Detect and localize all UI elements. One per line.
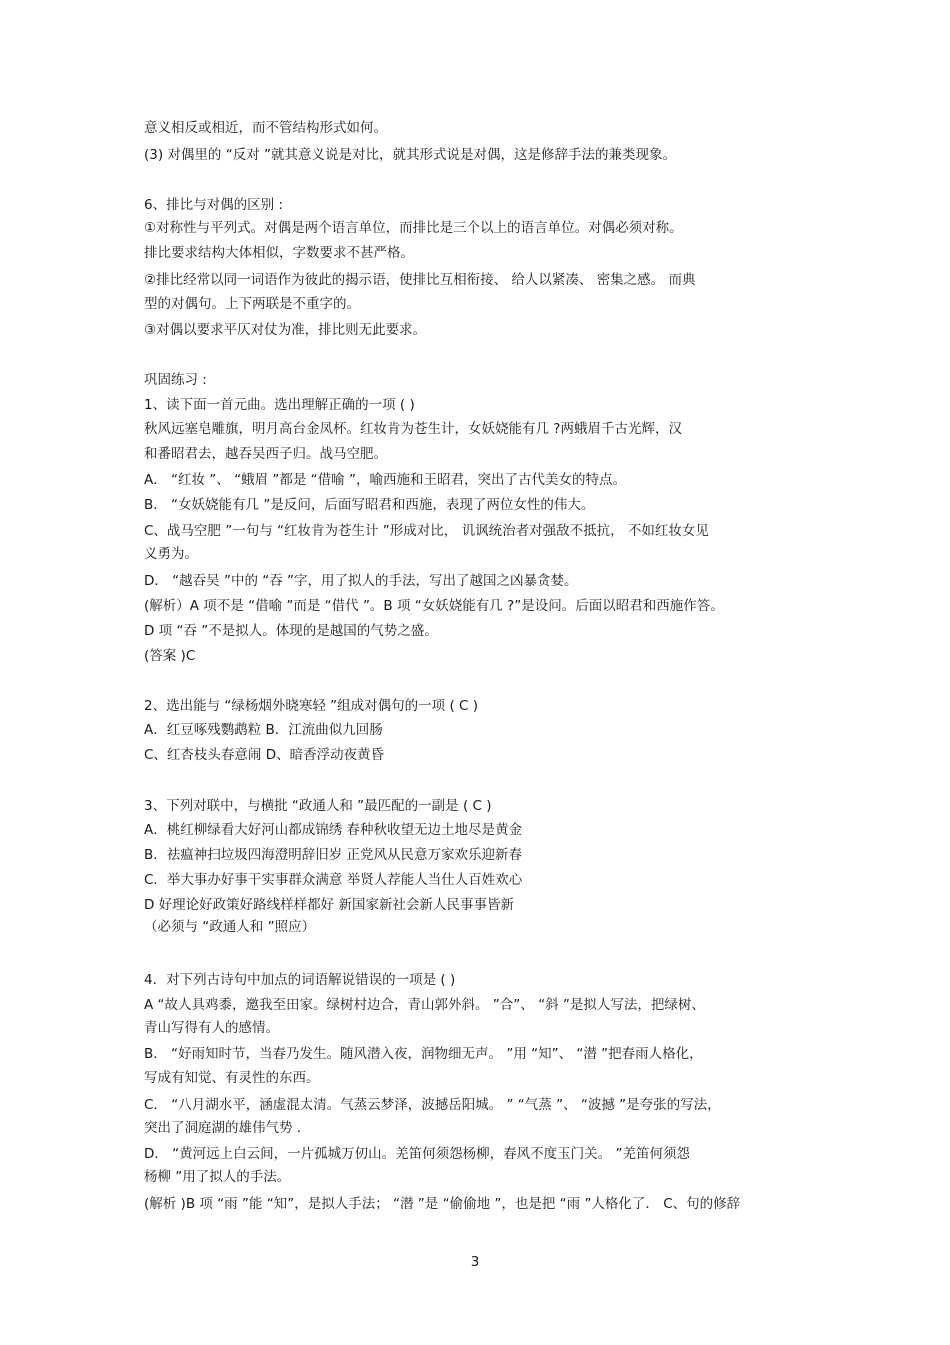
option-line: B． “女妖娆能有几 ”是反问，后面写昭君和西施，表现了两位女性的伟大。 [144, 497, 595, 513]
option-line: D 好理论好政策好路线样样都好 新国家新社会新人民事事皆新 [144, 897, 514, 913]
option-line: D． “黄河远上白云间，一片孤城万仞山。羌笛何须怨杨柳，春风不度玉门关。 ”羌笛何须怨 [144, 1146, 690, 1162]
option-line: A． “红妆 ”、 “蛾眉 ”都是 “借喻 ”，喻西施和王昭君，突出了古代美女的特点。 [144, 472, 626, 488]
text-line: 意义相反或相近，而不管结构形式如何。 [144, 120, 387, 136]
text-line: 秋风远塞皂雕旗，明月高台金凤杯。红妆肯为苍生计，女妖娆能有几 ?两蛾眉千古光辉，汉 [144, 421, 682, 437]
text-line: (3) 对偶里的 “反对 ”就其意义说是对比，就其形式说是对偶，这是修辞手法的兼类现象。 [144, 147, 676, 163]
option-line: B．祛瘟神扫垃圾四海澄明辞旧岁 正党风从民意万家欢乐迎新春 [144, 847, 523, 863]
question-title: 2、选出能与 “绿杨烟外晓寒轻 ”组成对偶句的一项 ( C ) [144, 698, 478, 714]
option-line: C． “八月湖水平，涵虚混太清。气蒸云梦泽，波撼岳阳城。 ” “气蒸 ”、 “波撼 ”是夸张的写法， [144, 1097, 721, 1113]
text-line: 杨柳 ”用了拟人的手法。 [144, 1169, 291, 1185]
option-line: C．举大事办好事干实事群众满意 举贤人荐能人当仕人百姓欢心 [144, 872, 523, 888]
analysis-line: (解析）A 项不是 “借喻 ”而是 “借代 ”。B 项 “女妖娆能有几 ?”是设问。后面以昭君和西施作答。 [144, 598, 724, 614]
text-line: ③对偶以要求平仄对仗为准，排比则无此要求。 [144, 322, 427, 338]
question-title: 3、下列对联中，与横批 “政通人和 ”最匹配的一副是 ( C ) [144, 798, 492, 814]
analysis-line: D 项 “吞 ”不是拟人。体现的是越国的气势之盛。 [144, 623, 438, 639]
text-line: 突出了洞庭湖的雄伟气势 . [144, 1120, 302, 1136]
text-line: 型的对偶句。上下两联是不重字的。 [144, 296, 360, 312]
section-heading: 巩固练习 : [144, 372, 207, 388]
option-line: C、红杏枝头春意闹 D、暗香浮动夜黄昏 [144, 747, 385, 763]
text-line: 排比要求结构大体相似，字数要求不甚严格。 [144, 245, 414, 261]
question-title: 1、读下面一首元曲。选出理解正确的一项 ( ) [144, 397, 415, 413]
text-line: ①对称性与平列式。对偶是两个语言单位，而排比是三个以上的语言单位。对偶必须对称。 [144, 220, 683, 236]
text-line: ②排比经常以同一词语作为彼此的揭示语，使排比互相衔接、 给人以紧凑、 密集之感。 而典 [144, 272, 696, 288]
option-line: A．桃红柳绿看大好河山都成锦绣 春种秋收望无边土地尽是黄金 [144, 822, 523, 838]
text-line: （必须与 “政通人和 ”照应） [144, 919, 316, 935]
option-line: B． “好雨知时节，当春乃发生。随风潜入夜，润物细无声。 ”用 “知”、 “潜 ”把春雨人格化， [144, 1046, 703, 1062]
option-line: A．红豆啄残鹦鹉粒 B．江流曲似九回肠 [144, 722, 383, 738]
page-number: 3 [470, 1254, 480, 1270]
text-line: 义勇为。 [144, 546, 198, 562]
question-title: 4．对下列古诗句中加点的词语解说错误的一项是 ( ) [144, 972, 456, 988]
option-line: D． “越吞吴 ”中的 “吞 ”字，用了拟人的手法，写出了越国之凶暴贪婪。 [144, 573, 578, 589]
option-line: C、战马空肥 ”一句与 “红妆肯为苍生计 ”形成对比， 讥讽统治者对强敌不抵抗， 不如红妆女见 [144, 523, 709, 539]
text-line: 青山写得有人的感情。 [144, 1020, 279, 1036]
option-line: A “故人具鸡黍，邀我至田家。绿树村边合，青山郭外斜。 ”合”、 “斜 ”是拟人写法，把绿树、 [144, 997, 705, 1013]
text-line: 写成有知觉、有灵性的东西。 [144, 1070, 320, 1086]
text-line: 和番昭君去，越吞吴西子归。战马空肥。 [144, 446, 387, 462]
analysis-line: (解析 )B 项 “雨 ”能 “知”，是拟人手法； “潜 ”是 “偷偷地 ”，也是把 “雨 ”人格化了． C、句的修辞 [144, 1196, 741, 1212]
answer-line: (答案 )C [144, 648, 196, 664]
section-heading: 6、排比与对偶的区别 : [144, 197, 283, 213]
